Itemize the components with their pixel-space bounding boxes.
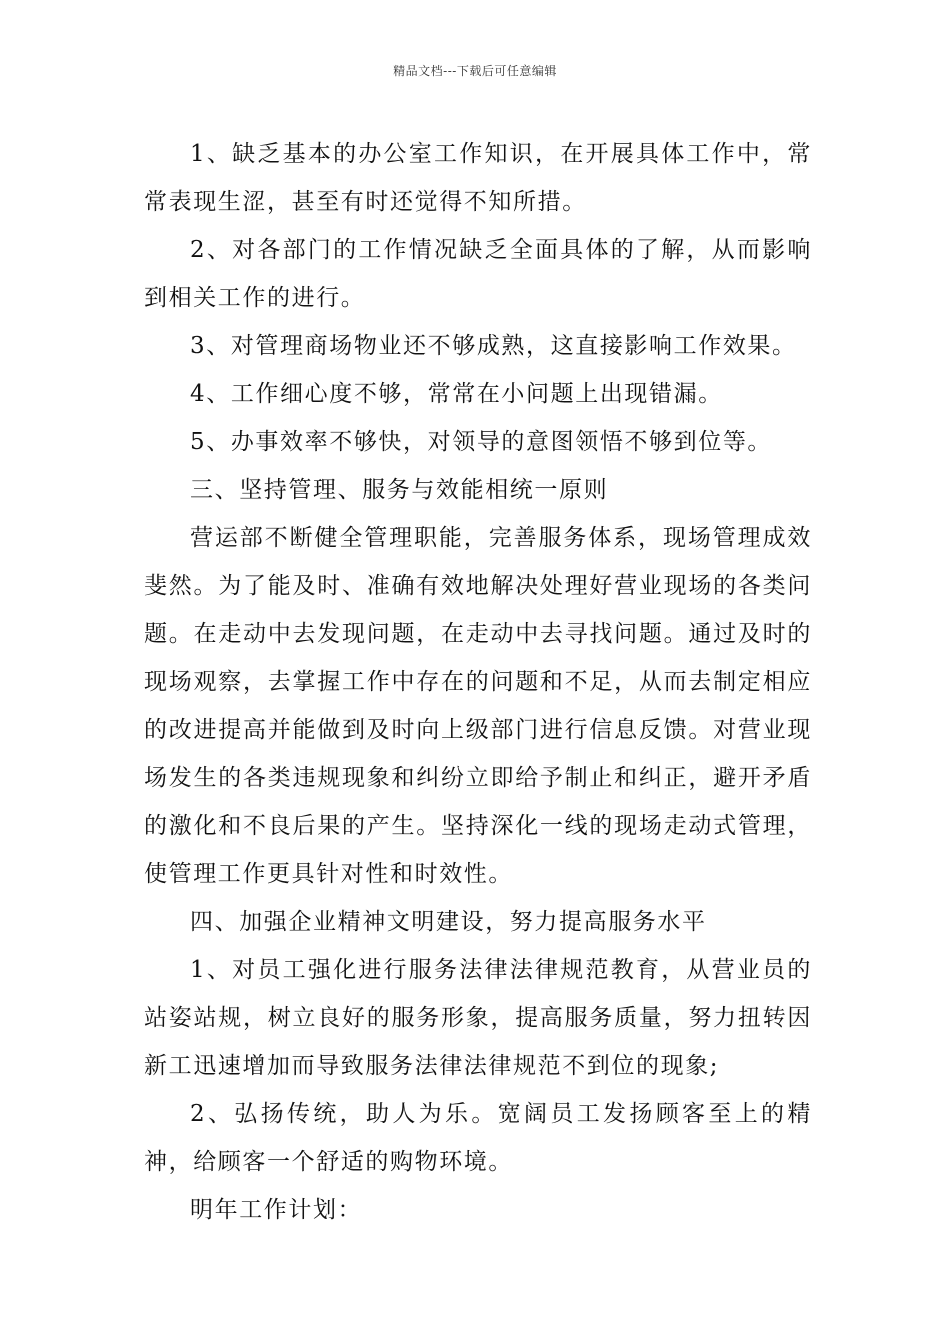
paragraph-section-3-body: 营运部不断健全管理职能，完善服务体系，现场管理成效斐然。为了能及时、准确有效地解决处理好营业现场的各类问题。在走动中去发现问题，在走动中去寻找问题。通过及时的现场观察，去掌握工作中存在的问题和不足，从而去制定相应的改进提高并能做到及时向上级部门进行信息反馈。对营业现场发生的各类违规现象和纠纷立即给予制止和纠正，避开矛盾的激化和不良后果的产生。坚持深化一线的现场走动式管理，使管理工作更具针对性和时效性。: [144, 525, 812, 887]
section-heading-3: 三、坚持管理、服务与效能相统一原则: [190, 477, 609, 503]
page-header: 精品文档---下载后可任意编辑: [393, 64, 557, 78]
document-body: [144, 130, 812, 1234]
paragraph-1: 1、缺乏基本的办公室工作知识，在开展具体工作中，常常表现生涩，甚至有时还觉得不知所措。: [144, 141, 812, 215]
paragraph-4: 4、工作细心度不够，常常在小问题上出现错漏。: [190, 381, 723, 407]
paragraph-section-4-item-1: 1、对员工强化进行服务法律法律规范教育，从营业员的站姿站规，树立良好的服务形象，提高服务质量，努力扭转因新工迅速增加而导致服务法律法律规范不到位的现象;: [144, 957, 812, 1079]
paragraph-3: 3、对管理商场物业还不够成熟，这直接影响工作效果。: [190, 333, 797, 359]
next-year-plan-heading: 明年工作计划：: [190, 1197, 363, 1223]
paragraph-section-4-item-2: 2、弘扬传统，助人为乐。宽阔员工发扬顾客至上的精神，给顾客一个舒适的购物环境。: [144, 1101, 812, 1175]
paragraph-5: 5、办事效率不够快，对领导的意图领悟不够到位等。: [190, 429, 773, 455]
paragraph-2: 2、对各部门的工作情况缺乏全面具体的了解，从而影响到相关工作的进行。: [144, 237, 812, 311]
section-heading-4: 四、加强企业精神文明建设，努力提高服务水平: [190, 909, 707, 935]
